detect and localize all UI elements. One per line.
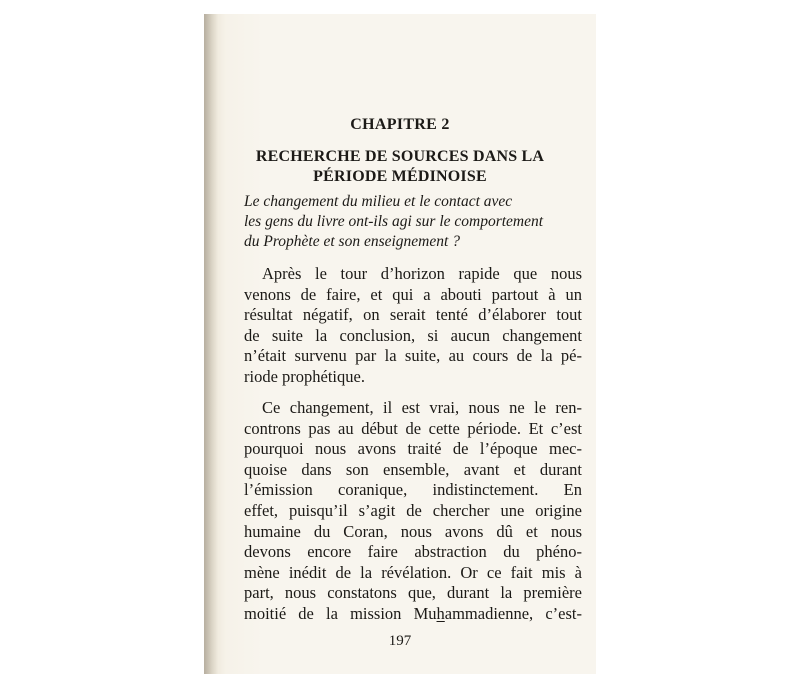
paragraph-line: humaine du Coran, nous avons dû et nous (244, 521, 582, 541)
paragraph-line: quoise dans son ensemble, avant et durant (244, 459, 582, 479)
paragraph-line: pourquoi nous avons traité de l’époque mec- (244, 439, 582, 459)
page-number: 197 (388, 633, 412, 649)
chapter-title-line: PÉRIODE MÉDINOISE (313, 168, 487, 185)
paragraph-line: l’émission coranique, indistinctement. En (244, 480, 582, 500)
paragraph-line: part, nous constatons que, durant la première (244, 583, 582, 603)
underlined-letter: h (436, 603, 445, 623)
paragraph-line: mène inédit de la révélation. Or ce fait mis à (244, 562, 582, 582)
epigraph (244, 192, 582, 252)
epigraph-line: Le changement du milieu et le contact avec (244, 193, 513, 210)
paragraph-1 (244, 264, 582, 388)
paragraph-line-last (244, 604, 582, 625)
text-fragment: moitié de la mission Mu (244, 603, 437, 623)
paragraph-line: n’était survenu par la suite, au cours de la pé- (244, 346, 582, 366)
chapter-title (224, 147, 576, 187)
paragraph-line: Après le tour d’horizon rapide que nous (262, 264, 582, 283)
paragraph-line: venons de faire, et qui a abouti partout à un (244, 284, 582, 304)
text-fragment: ammadienne, c’est- (444, 603, 582, 623)
paragraph-line: riode prophétique. (244, 366, 365, 386)
paragraph-line: controns pas au début de cette période. Et c’est (244, 418, 582, 438)
paragraph-line: résultat négatif, on serait tenté d’élaborer tout (244, 305, 582, 325)
epigraph-line: les gens du livre ont-ils agi sur le comportement (244, 213, 544, 230)
paragraph-line: devons encore faire abstraction du phéno- (244, 542, 582, 562)
paragraph-line: effet, puisqu’il s’agit de chercher une origine (244, 500, 582, 520)
epigraph-line: du Prophète et son enseignement ? (244, 233, 460, 250)
paragraph-line: Ce changement, il est vrai, nous ne le ren- (262, 398, 582, 417)
chapter-title-line: RECHERCHE DE SOURCES DANS LA (255, 148, 545, 165)
book-page (204, 14, 596, 674)
chapter-label: CHAPITRE 2 (350, 116, 450, 133)
paragraph-line: de suite la conclusion, si aucun changement (244, 325, 582, 345)
paragraph-2 (244, 398, 582, 625)
